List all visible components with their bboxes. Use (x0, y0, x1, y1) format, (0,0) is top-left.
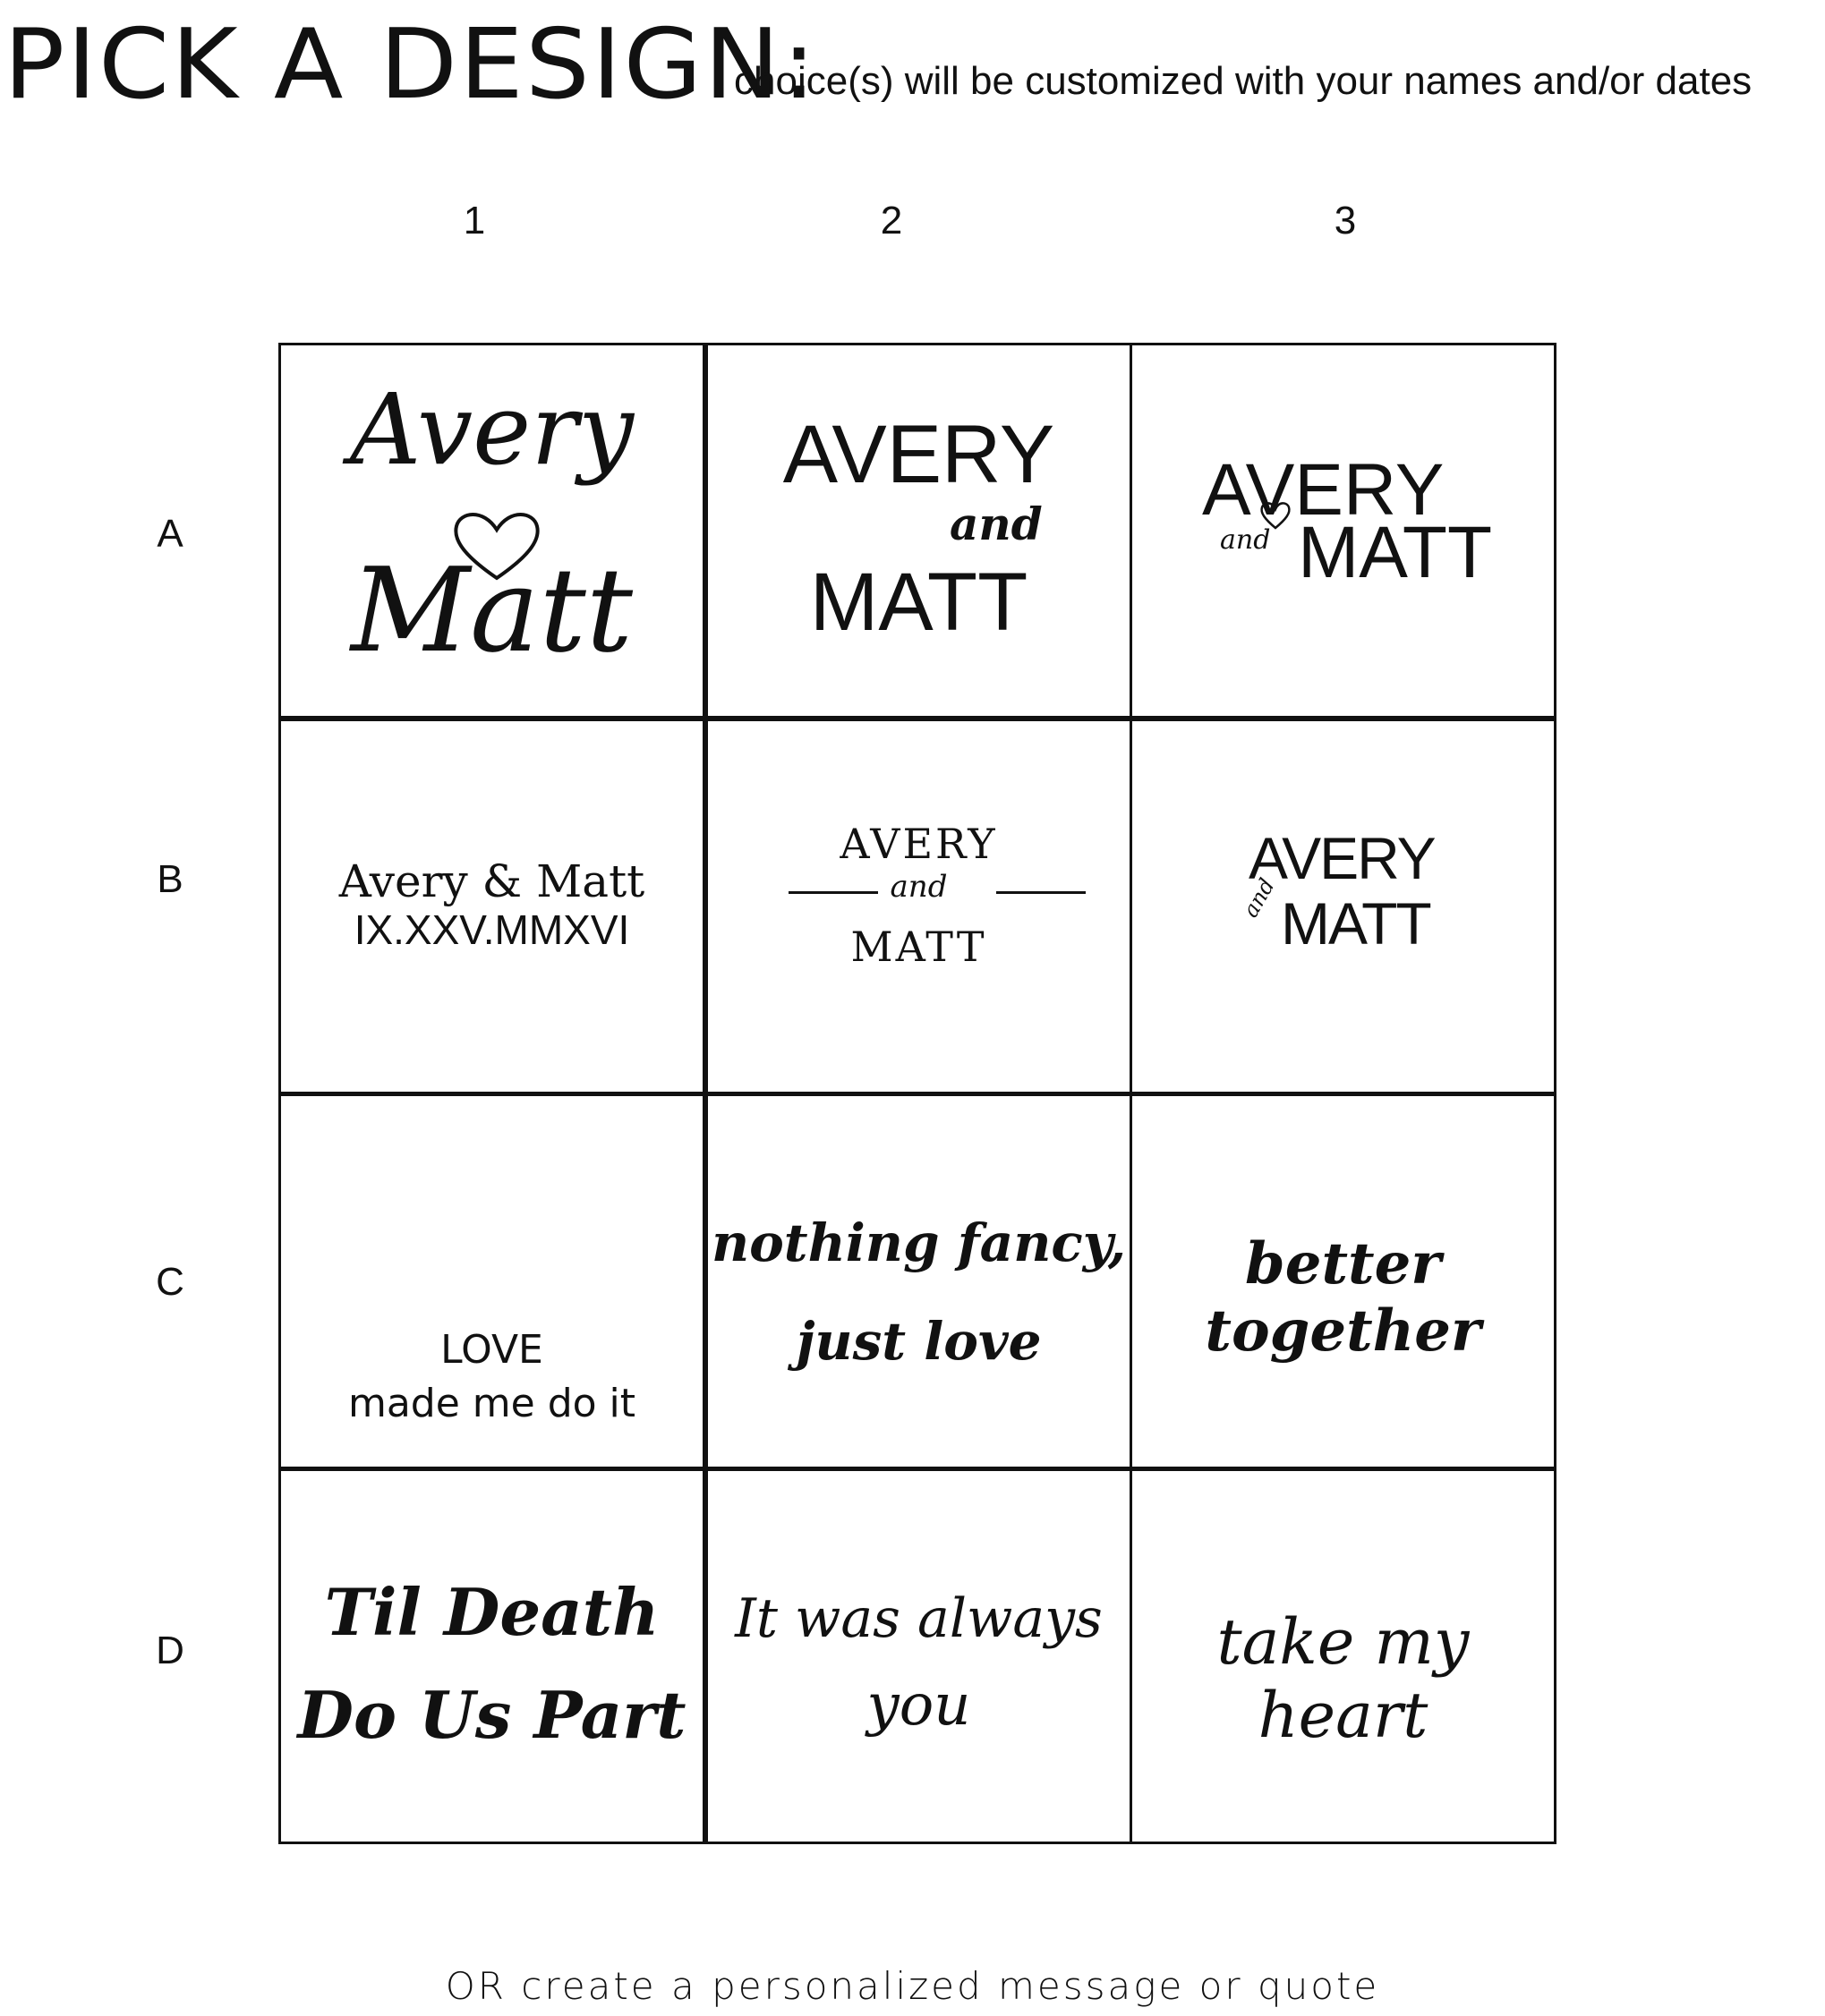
design-c3[interactable] (1130, 1093, 1556, 1469)
page-title: PICK A DESIGN: (4, 9, 818, 121)
footer-note: OR create a personalized message or quote (445, 1964, 1380, 2008)
design-b1-line2: IX.XXV.MMXVI (354, 906, 630, 953)
design-d2-line2: you (866, 1672, 971, 1739)
design-a2-connector: and (950, 498, 1043, 550)
design-c2-line1: nothing fancy, (711, 1212, 1127, 1273)
design-a3[interactable] (1130, 343, 1556, 719)
design-c2-line2: just love (796, 1311, 1042, 1372)
row-label-b: B (157, 857, 183, 901)
design-b2[interactable] (705, 719, 1132, 1094)
design-c1[interactable] (278, 1093, 705, 1469)
design-a3-line2: MATT (1298, 512, 1493, 593)
column-label-2: 2 (880, 199, 903, 242)
design-c1-line1: LOVE (440, 1327, 543, 1373)
design-a2-line1: AVERY (782, 409, 1055, 500)
design-a2-line2: MATT (809, 557, 1028, 648)
design-d1-line1: Til Death (324, 1574, 660, 1650)
page-header (0, 9, 1825, 121)
design-d3[interactable] (1130, 1468, 1556, 1844)
design-c1-line2: made me do it (347, 1381, 636, 1426)
column-label-1: 1 (463, 199, 486, 242)
row-label-a: A (157, 512, 183, 556)
page-subtitle: choice(s) will be customized with your names and/or dates (734, 59, 1753, 103)
heart-icon (1258, 499, 1293, 532)
row-label-d: D (156, 1629, 184, 1672)
design-b3-line1: AVERY (1249, 825, 1435, 891)
design-b3-connector: and (1238, 873, 1280, 922)
design-b1[interactable] (278, 719, 705, 1094)
design-b2-connector: and (890, 869, 948, 905)
divider-right (996, 891, 1086, 894)
design-a3-line1: AVERY (1202, 449, 1445, 531)
design-a1-line1: Avery (350, 372, 634, 487)
design-b3-line2: MATT (1281, 890, 1430, 957)
design-a2[interactable] (705, 343, 1132, 719)
design-a1-line2: Matt (350, 542, 634, 678)
design-c3-line1: better together (1205, 1230, 1481, 1365)
design-b2-line1: AVERY (840, 820, 998, 868)
design-b3[interactable] (1130, 719, 1556, 1094)
design-d2-line1: It was always (735, 1587, 1103, 1650)
column-label-3: 3 (1334, 199, 1357, 242)
design-d3-line1: take my heart (1216, 1605, 1470, 1752)
design-b2-line2: MATT (850, 923, 987, 971)
design-d1-line2: Do Us Part (297, 1677, 687, 1753)
row-label-c: C (156, 1260, 184, 1304)
design-a1[interactable] (278, 343, 705, 719)
design-d2[interactable] (705, 1468, 1132, 1844)
design-d1[interactable] (278, 1468, 705, 1844)
design-a3-connector: and (1220, 524, 1271, 556)
design-c2[interactable] (705, 1093, 1132, 1469)
design-b1-line1: Avery & Matt (338, 855, 645, 907)
